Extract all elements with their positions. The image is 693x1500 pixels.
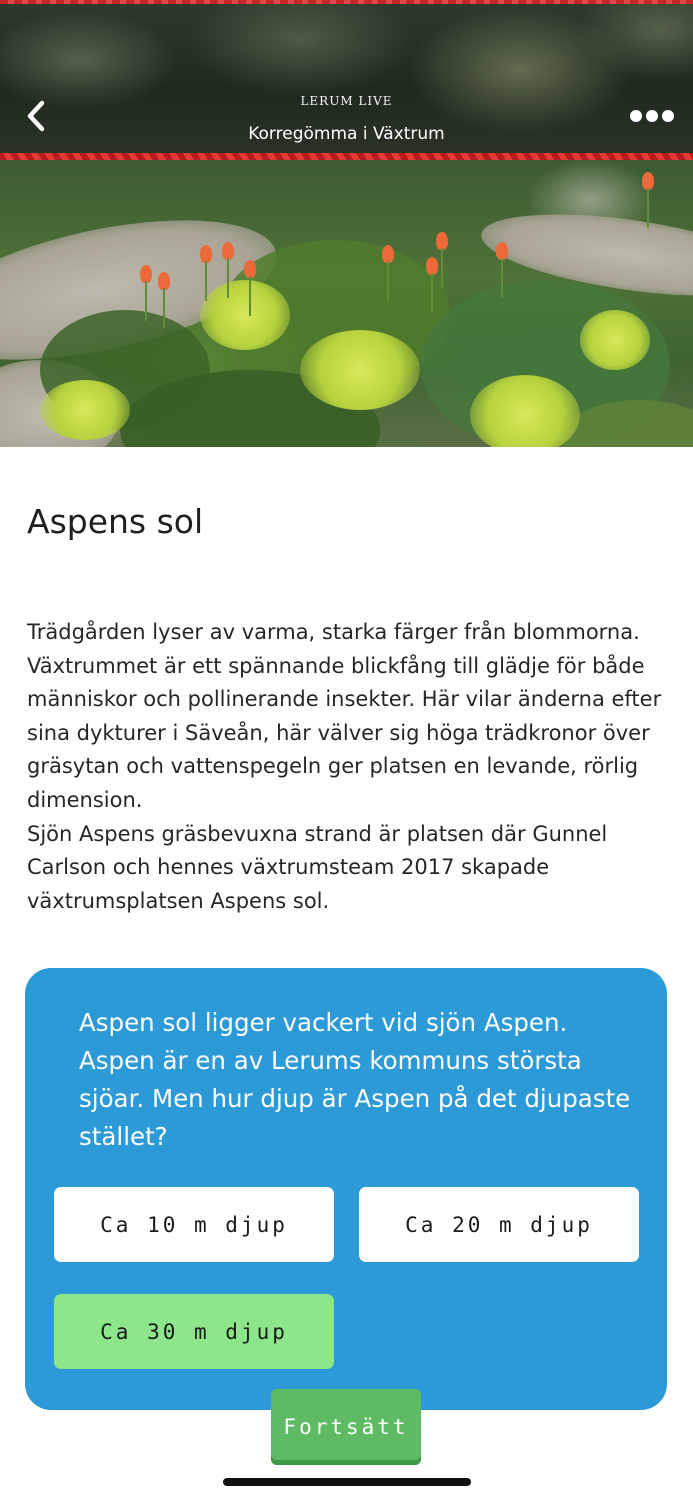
article-title: Aspens sol [27, 502, 204, 541]
quiz-panel [25, 968, 667, 1410]
quiz-question: Aspen sol ligger vackert vid sjön Aspen. Aspen är en av Lerums kommuns största sjöar. Men hur djup är Aspen på det djupaste stället? [79, 1008, 631, 1151]
article-paragraph: Sjön Aspens gräsbevuxna strand är platsen där Gunnel Carlson och hennes växtrumsteam 2017 skapade växtrumsplatsen Aspens sol. [27, 821, 608, 913]
app-header [0, 0, 693, 160]
answer-button-10m[interactable]: Ca 10 m djup [54, 1187, 334, 1262]
garden-photo [0, 160, 693, 447]
answer-button-30m[interactable]: Ca 30 m djup [54, 1294, 334, 1369]
more-dots-icon[interactable] [629, 104, 675, 128]
answer-button-20m[interactable]: Ca 20 m djup [359, 1187, 639, 1262]
article-paragraph: Trädgården lyser av varma, starka färger från blommorna. Växtrummet är ett spännande blickfång till glädje för både människor och pollinerande insekter. Här vilar änderna efter sina dykturer i Säveån, här välver sig höga trädkronor över gräsytan och vattenspegeln ger platsen en levande, rörlig dimension. [27, 620, 662, 812]
article-body [27, 616, 672, 918]
continue-button[interactable]: Fortsätt [271, 1389, 421, 1465]
page-title: Korregömma i Växtrum [248, 124, 445, 144]
home-indicator [223, 1478, 471, 1486]
brand-logo-text: LERUM LIVE [300, 94, 393, 108]
